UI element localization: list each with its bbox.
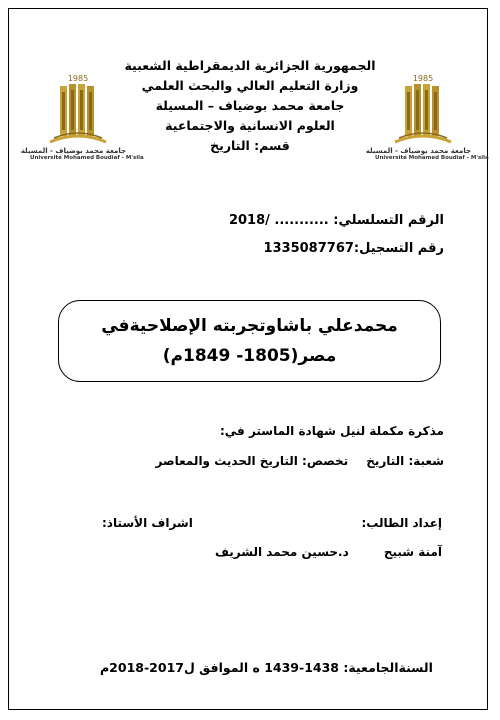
- serial-number: الرقم التسلسلي: ........... /2018: [228, 213, 444, 228]
- logo-university-ar: جامعة محمد بوضياف - المسيلة: [365, 147, 471, 155]
- student-name: آمنة شبيح: [383, 545, 442, 559]
- thesis-title-line2: مصر(1805- 1849م): [162, 346, 337, 366]
- thesis-title-line1: محمدعلي باشاوتجربته الإصلاحيةفي: [101, 316, 398, 336]
- header-ministry: وزارة التعليم العالي والبحث العلمي: [141, 78, 359, 93]
- supervisor-name: د.حسين محمد الشريف: [215, 545, 349, 559]
- logo-university-ar: جامعة محمد بوضياف - المسيلة: [20, 147, 126, 155]
- header-faculty: العلوم الانسانية والاجتماعية: [165, 118, 335, 133]
- logo-university-fr: Université Mohamed Boudiaf - M'sila: [375, 155, 489, 161]
- logo-year: 1985: [67, 74, 89, 83]
- branch-specialty: [156, 454, 444, 468]
- university-emblem-icon: [393, 72, 453, 146]
- supervisor-label: اشراف الأستاذ:: [102, 516, 193, 530]
- academic-year: السنةالجامعية: 1438-1439 ه الموافق ل2017-2018م: [100, 660, 433, 675]
- specialty-label: تخصص: التاريخ الحديث والمعاصر: [155, 454, 349, 468]
- logo-year: 1985: [412, 74, 434, 83]
- header-university: جامعة محمد بوضياف – المسيلة: [155, 98, 345, 113]
- institution-header: [100, 56, 400, 156]
- registration-number: رقم التسجيل:1335087767: [263, 241, 444, 256]
- header-country: الجمهورية الجزائرية الديمقراطية الشعبية: [124, 58, 376, 73]
- prepared-by-label: إعداد الطالب:: [361, 516, 442, 530]
- header-department: قسم: التاريخ: [210, 138, 290, 153]
- thesis-note: مذكرة مكملة لنيل شهادة الماستر في:: [219, 424, 444, 438]
- university-emblem-icon: [48, 72, 108, 146]
- branch-label: شعبة: التاريخ: [366, 454, 444, 468]
- logo-university-fr: Université Mohamed Boudiaf - M'sila: [30, 155, 144, 161]
- thesis-title-box: [58, 300, 441, 382]
